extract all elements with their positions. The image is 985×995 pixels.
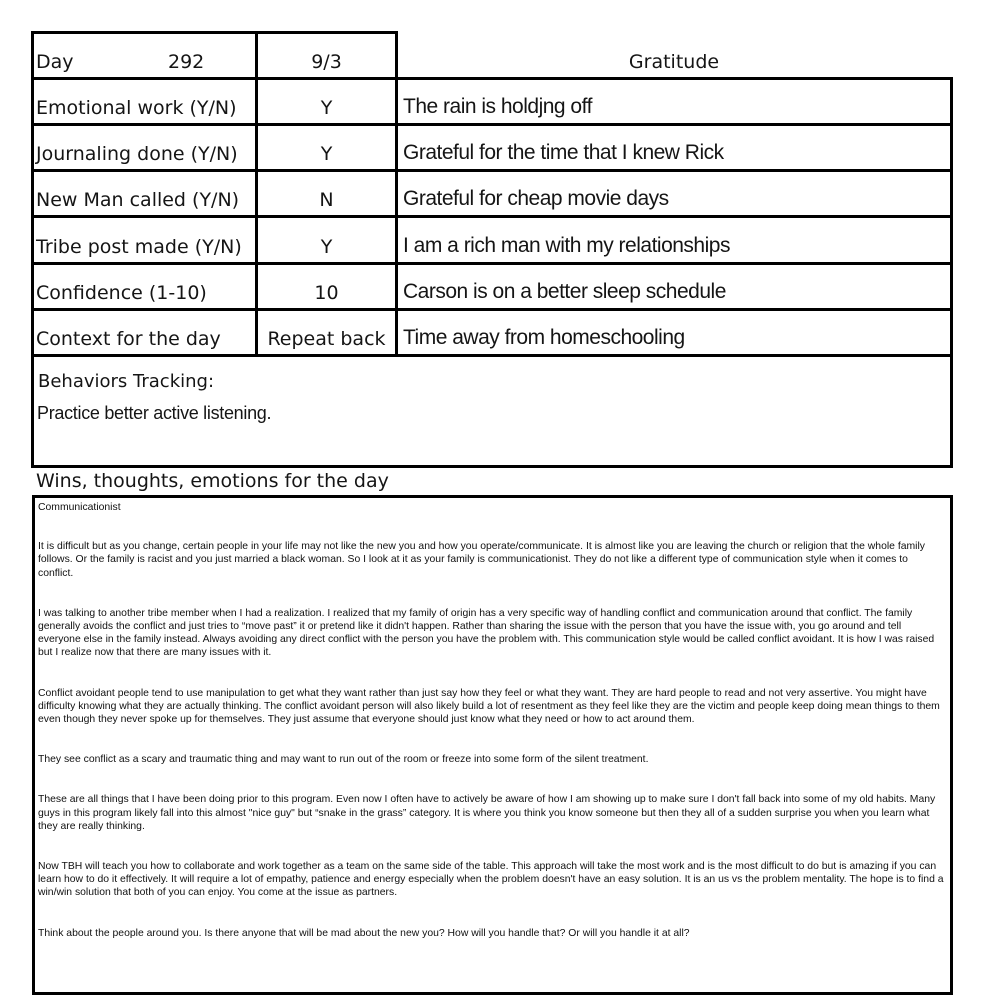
gratitude-item: Time away from homeschooling [403, 326, 685, 349]
context-value: Repeat back [267, 328, 386, 350]
day-cell [32, 34, 255, 77]
journal-paragraph: Now TBH will teach you how to collaborate and work together as a team on the same side of the table. This approach will take the most work and is the most difficult to do but is amazing if you can learn how to do it effectively. It will require a lot of empathy, patience and energy especially when the problem doesn't have an easy solution. It is an us vs the problem mentality. The hope is to find a win/win solution that both of you can enjoy. You come at the issue as partners. [38, 861, 944, 899]
gratitude-item: Carson is on a better sleep schedule [403, 280, 726, 303]
gratitude-header: Gratitude [628, 51, 720, 73]
confidence-label: Confidence (1-10) [36, 282, 207, 304]
journaling-done-label: Journaling done (Y/N) [36, 143, 238, 165]
emotional-work-label: Emotional work (Y/N) [36, 97, 237, 119]
journal-paragraph: I was talking to another tribe member when I had a realization. I realized that my family of origin has a very specific way of handling conflict and communication around that conflict. The family generally avoids the conflict and just tries to “move past” it or pretend like it didn't happen. Rather than sharing the issue with the person that you have the issue with, you go around and tell everyone else in the family instead. Always avoiding any direct conflict with the person you have the problem with. This communication style would be called conflict avoidant. It is how I was raised but I realize now that there are many issues with it. [38, 607, 935, 659]
tribe-post-made-label: Tribe post made (Y/N) [36, 236, 242, 258]
journal-paragraph: Think about the people around you. Is there anyone that will be mad about the new you? How will you handle that? Or will you handle it at all? [38, 927, 690, 939]
emotional-work-value: Y [320, 97, 333, 119]
wins-journal-box [32, 495, 953, 995]
behaviors-text: Practice better active listening. [37, 403, 272, 423]
table-border [32, 354, 953, 357]
table-border-right [950, 77, 953, 468]
date-cell: 9/3 [311, 51, 342, 73]
journal-paragraph: They see conflict as a scary and traumatic thing and may want to run out of the room or freeze into some form of the silent treatment. [38, 754, 649, 766]
context-label: Context for the day [36, 328, 221, 350]
gratitude-item: I am a rich man with my relationships [403, 234, 730, 257]
wins-title: Wins, thoughts, emotions for the day [36, 470, 389, 492]
tribe-post-made-value: Y [320, 236, 333, 258]
day-number: 292 [168, 51, 205, 73]
new-man-called-value: N [319, 189, 334, 211]
confidence-value: 10 [314, 282, 339, 304]
daily-tracker-table [0, 0, 985, 470]
behaviors-title: Behaviors Tracking: [38, 371, 215, 392]
day-label: Day [36, 51, 74, 73]
gratitude-item: Grateful for cheap movie days [403, 187, 669, 210]
gratitude-item: The rain is holdjng off [403, 95, 592, 118]
journaling-done-value: Y [320, 143, 333, 165]
wins-journal-text [38, 501, 944, 940]
table-border-bottom [32, 465, 953, 468]
gratitude-item: Grateful for the time that I knew Rick [403, 141, 724, 164]
journal-paragraph: Conflict avoidant people tend to use manipulation to get what they want rather than just say how they feel or what they want. They are hard people to read and not very assertive. You might have difficulty knowing what they are actually thinking. The conflict avoidant person will also likely build a lot of resentment as they feel like they are the victim and people keep doing mean things to them even though they never spoke up for themselves. They just assume that everyone should just know what they need or how to act around them. [38, 687, 940, 726]
journal-paragraph: It is difficult but as you change, certain people in your life may not like the new you and how you operate/communicate. It is almost like you are leaving the church or religion that the whole family follows. Or the family is racist and you just married a black woman. So I look at it as your family is communicationist. They do not like a different type of communication style when it comes to conflict. [38, 541, 925, 579]
journal-heading: Communicationist [38, 502, 121, 513]
journal-paragraph: These are all things that I have been doing prior to this program. Even now I often have to actively be aware of how I am showing up to make sure I don't fall back into some of my old habits. Many guys in this program likely fall into this almost "nice guy" but “snake in the grass” category. It is where you think you know someone but then they all of a sudden surprise you when you learn what they are really thinking. [38, 794, 936, 832]
new-man-called-label: New Man called (Y/N) [36, 189, 240, 211]
